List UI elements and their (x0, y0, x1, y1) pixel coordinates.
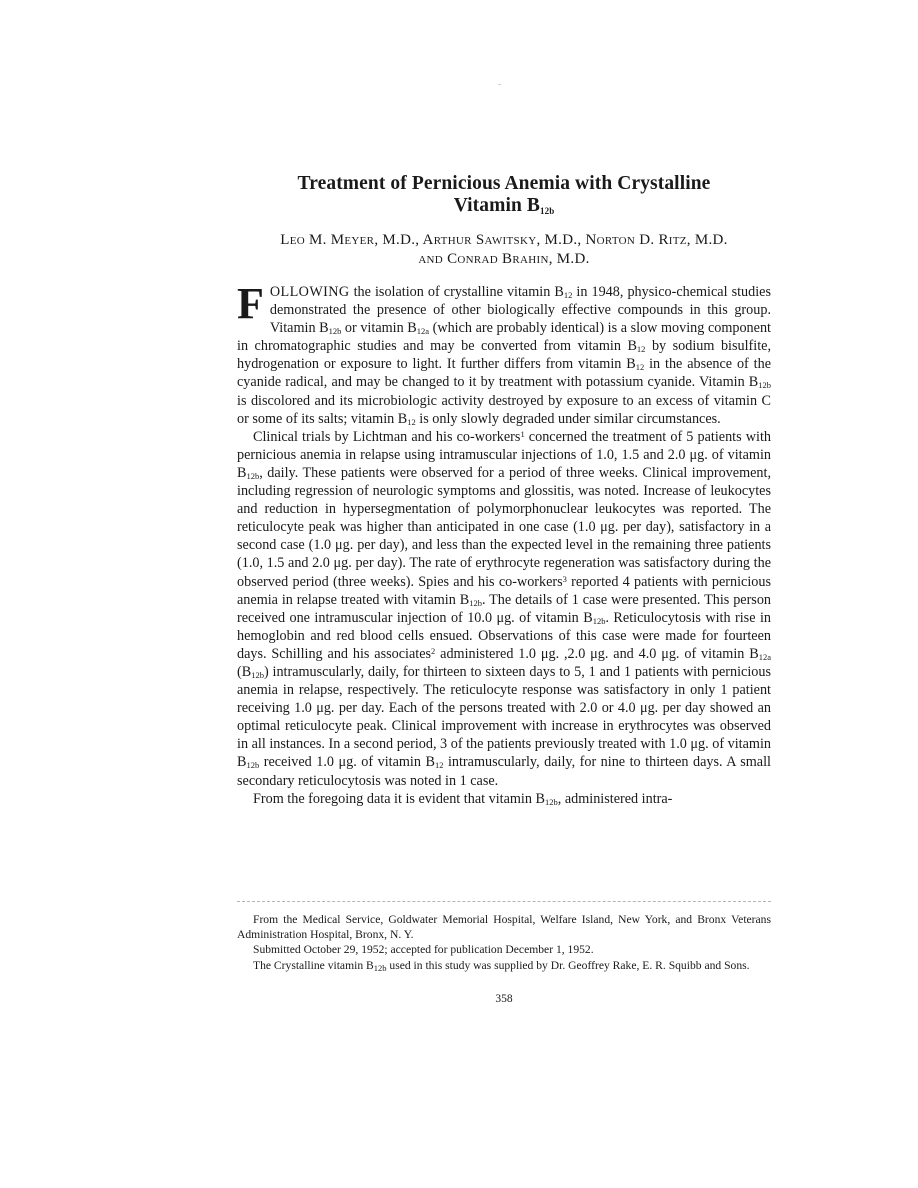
subscript: 12a (758, 651, 771, 662)
text-run: received 1.0 μg. of vitamin B (259, 754, 435, 771)
author-list (227, 231, 781, 268)
page-number: 358 (495, 993, 513, 1005)
lead-in-caps: OLLOWING (269, 284, 350, 300)
text-run: (B (237, 663, 252, 680)
reference-marker: 3 (562, 573, 567, 584)
text-run: . The details of 1 case were presented. This person received one intramuscular injection of 10.0 μg. of vitamin B (237, 591, 772, 626)
text-run: , daily. These patients were observed for a period of three weeks. Clinical improvement, including regression of neurologic symptoms and glossitis, was noted. Increase of leukocytes and reduction in hypersegmentation of polymorphonuclear leukocytes was reported. The reticulocyte peak was higher than anticipated in one case (1.0 μg. per day), satisfactory in a second case (1.0 μg. per day), and less than the expected level in the remaining three patients (1.0, 1.5 and 2.0 μg. per day). The rate of erythrocyte regeneration was satisfactory during the observed period (three weeks). Spies and his co-workers (237, 464, 771, 590)
scan-mark (498, 84, 501, 85)
footnotes (237, 912, 771, 973)
subscript: 12b (246, 760, 260, 771)
footnote-affiliation: From the Medical Service, Goldwater Memorial Hospital, Welfare Island, New York, and Bronx Veterans Administration Hospital, Bronx, N. Y. (237, 913, 771, 942)
authors-line-2: and Conrad Brahin, M.D. (418, 250, 590, 267)
text-run: or vitamin B (341, 320, 417, 337)
subscript: 12 (563, 290, 573, 300)
subscript: 12 (434, 760, 444, 771)
subscript: 12b (544, 796, 558, 807)
text-run: (which are probably identical) is a slow moving component in chromatographic studies and may be converted from vitamin B (237, 320, 771, 355)
text-run: administered 1.0 μg. ,2.0 μg. and 4.0 μg. of vitamin B (435, 645, 759, 662)
footnote-divider (237, 901, 771, 902)
text-run: used in this study was supplied by Dr. Geoffrey Rake, E. R. Squibb and Sons. (386, 958, 750, 972)
subscript: 12b (246, 470, 260, 481)
text-run: . Reticulocytosis with rise in hemoglobin and red blood cells ensued. Observations of this case were made for fourteen days. Schilling and his associates (237, 609, 771, 662)
subscript: 12b (592, 615, 606, 626)
article-title (237, 173, 771, 222)
text-run: in the absence of the cyanide radical, and may be changed to it by treatment with potassium cyanide. Vitamin B (237, 356, 771, 391)
article-body (237, 279, 772, 808)
subscript: 12 (635, 362, 645, 373)
text-run: The Crystalline vitamin B (253, 958, 374, 972)
paragraph-1 (237, 279, 772, 428)
subscript: 12b (758, 380, 771, 391)
subscript: 12b (251, 669, 264, 680)
subscript: 12b (373, 962, 387, 973)
text-run: by sodium bisulfite, hydrogenation or exposure to light. It further differs from vitamin B (237, 338, 772, 373)
drop-cap: F (237, 279, 264, 328)
title-line-2-text: Vitamin B (453, 195, 540, 216)
text-run: concerned the treatment of 5 patients with pernicious anemia in relapse using intramuscular injections of 1.0, 1.5 and 2.0 μg. of vitamin B (237, 428, 771, 481)
subscript: 12 (407, 416, 416, 427)
reference-marker: 2 (431, 645, 436, 656)
text-run: Clinical trials by Lichtman and his co-workers (253, 428, 521, 445)
text-run: intramuscularly, daily, for nine to thirteen days. A small secondary reticulocytosis was noted in 1 case. (237, 754, 771, 789)
text-run: ) intramuscularly, daily, for thirteen to sixteen days to 5, 1 and 1 patients with pernicious anemia in relapse, respectively. The reticulocyte response was satisfactory in only 1 patient receiving 1.0 μg. per day. Each of the persons treated with 2.0 or 4.0 μg. per day showed an optimal reticulocyte peak. Clinical improvement with increase in erythrocytes was observed in all instances. In a second period, 3 of the patients previously treated with 1.0 μg. of vitamin B (237, 663, 771, 771)
text-run: , administered intra- (557, 790, 673, 807)
text-run: is only slowly degraded under similar circumstances. (415, 410, 721, 427)
subscript: 12b (328, 326, 342, 337)
text-run: is discolored and its microbiologic activity destroyed by exposure to an excess of vitamin C or some of its salts; vitamin B (237, 392, 771, 427)
paragraph-2 (237, 428, 771, 790)
authors-line-1: Leo M. Meyer, M.D., Arthur Sawitsky, M.D., Norton D. Ritz, M.D. (280, 232, 728, 248)
reference-marker: 1 (520, 428, 525, 439)
title-line-2 (237, 195, 771, 222)
paragraph-3 (237, 790, 771, 808)
title-line-1: Treatment of Pernicious Anemia with Crystalline (297, 173, 711, 194)
text-run: in 1948, physico-chemical studies demonstrated the presence of other biologically effective compounds in this group. Vitamin B (269, 284, 772, 337)
text-run: the isolation of crystalline vitamin B (349, 284, 564, 300)
title-subscript: 12b (540, 206, 555, 216)
subscript: 12b (469, 597, 482, 608)
text-run: From the foregoing data it is evident that vitamin B (253, 790, 545, 807)
text-run: reported 4 patients with pernicious anemia in relapse treated with vitamin B (237, 573, 771, 608)
subscript: 12a (416, 326, 430, 337)
footnote-submission: Submitted October 29, 1952; accepted for publication December 1, 1952. (253, 943, 594, 957)
subscript: 12 (636, 344, 646, 355)
footnote-supply (237, 958, 771, 973)
